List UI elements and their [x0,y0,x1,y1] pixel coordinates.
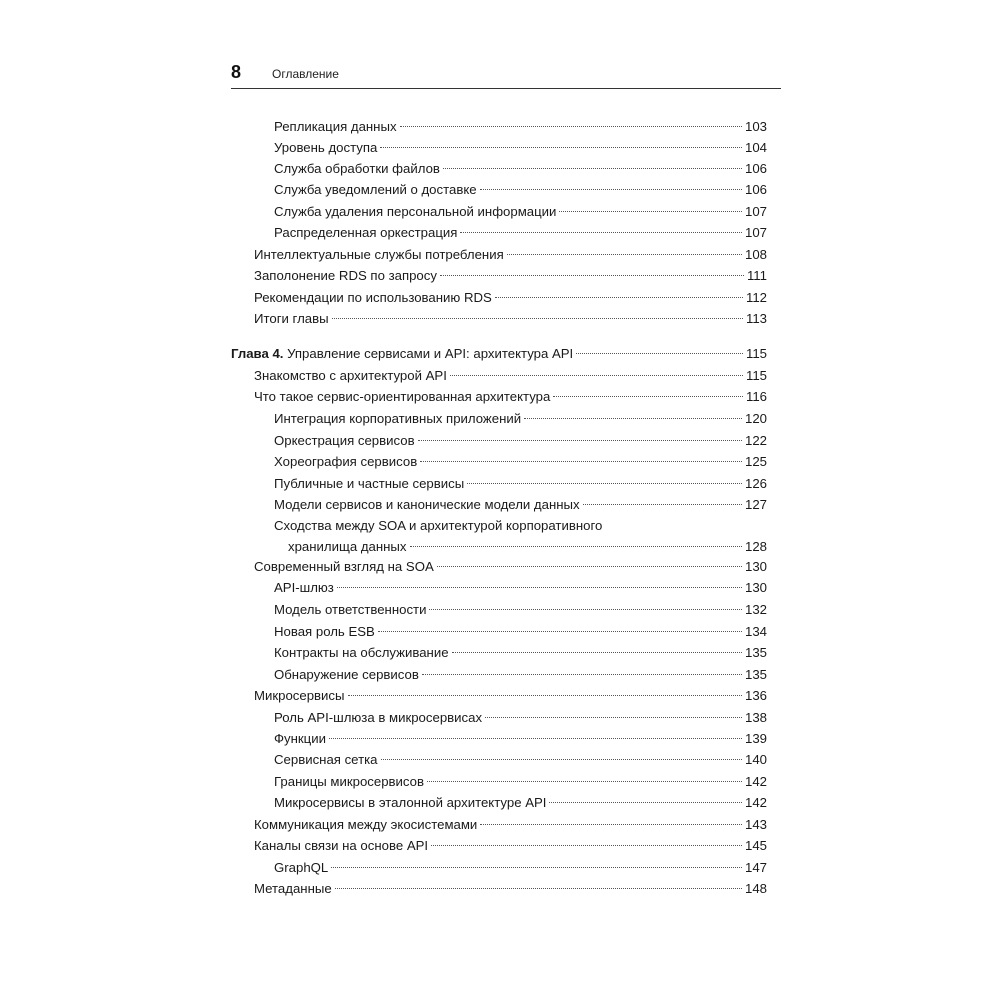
toc-entry-title: Служба уведомлений о доставке [274,182,477,197]
toc-entry [274,431,767,451]
toc-entry [274,409,767,429]
toc-entry [274,495,767,515]
toc-entry-page: 126 [744,476,767,491]
dot-leader [450,375,743,376]
dot-leader [443,168,742,169]
toc-entry [274,180,767,200]
toc-entry-page: 143 [744,817,767,832]
toc-entry [254,266,767,286]
toc-entry-page: 113 [745,311,767,326]
dot-leader [437,566,742,567]
dot-leader [422,674,742,675]
toc-entry-title: Новая роль ESB [274,624,375,639]
toc-entry [274,858,767,878]
toc-entry-page: 130 [744,559,767,574]
toc-entry-page: 108 [744,247,767,262]
dot-leader [410,546,742,547]
dot-leader [485,717,742,718]
toc-entry-title: Модель ответственности [274,602,427,617]
toc-entry-title: Служба обработки файлов [274,161,440,176]
dot-leader [400,126,742,127]
chapter-number: Глава 4. [231,346,284,361]
toc-entry-title: Интеграция корпоративных приложений [274,411,522,426]
toc-entry-page: 128 [744,539,767,554]
toc-entry [274,665,767,685]
toc-entry [254,686,767,706]
toc-entry-page: 138 [744,710,767,725]
running-title: Оглавление [272,67,339,81]
dot-leader [431,845,742,846]
toc-entry-page: 107 [744,225,767,240]
toc-chapter-title [231,344,573,364]
toc-entry-title: Обнаружение сервисов [274,667,419,682]
dot-leader [418,440,742,441]
toc-entry-title: Функции [274,731,326,746]
dot-leader [480,189,742,190]
toc-entry [274,622,767,642]
dot-leader [332,318,743,319]
dot-leader [337,587,742,588]
toc-entry-page: 145 [744,838,767,853]
toc-entry [254,879,767,899]
toc-entry [274,159,767,179]
toc-entry [254,288,767,308]
toc-entry-page: 132 [744,602,767,617]
chapter-title-text: Управление сервисами и API: архитектура API [283,346,574,361]
toc-entry-page: 136 [744,688,767,703]
dot-leader [460,232,742,233]
toc-entry-page: 103 [744,119,767,134]
toc-entry [274,643,767,663]
toc-entry-page: 120 [744,411,767,426]
dot-leader [429,609,742,610]
toc-entry-title: GraphQL [274,860,329,875]
toc-entry-title: Итоги главы [254,311,329,326]
toc-entry-title: Роль API-шлюза в микросервисах [274,710,483,725]
toc-entry-title: Микросервисы [254,688,345,703]
toc-chapter-entry [231,344,767,364]
toc-entry-title: Сервисная сетка [274,752,378,767]
toc-entry [274,729,767,749]
toc-entry-title: Границы микросервисов [274,774,425,789]
toc-entry-title: Хореография сервисов [274,454,418,469]
toc-entry-title: Современный взгляд на SOA [254,559,434,574]
toc-entry-page: 139 [744,731,767,746]
toc-entry-page: 112 [745,290,767,305]
toc-entry-title: Репликация данных [274,119,397,134]
toc-entry-continuation [274,537,767,558]
page-number: 8 [231,62,242,82]
toc-entry [274,793,767,813]
dot-leader [549,802,742,803]
toc-entry-title: Оркестрация сервисов [274,433,415,448]
toc-entry [274,452,767,472]
toc-entry-page: 134 [744,624,767,639]
dot-leader [427,781,742,782]
dot-leader [380,147,742,148]
toc-entry [274,772,767,792]
toc-entry [274,600,767,620]
toc-entry-title: Сходства между SOA и архитектурой корпоративного [274,518,603,533]
toc-entry-page: 106 [744,161,767,176]
toc-entry-title-continued: хранилища данных [288,539,407,554]
dot-leader [420,461,742,462]
toc-entry-page: 122 [744,433,767,448]
toc-entry-title: Публичные и частные сервисы [274,476,465,491]
toc-entry-title: Каналы связи на основе API [254,838,429,853]
dot-leader [329,738,742,739]
toc-entry-page: 111 [746,268,767,283]
toc-entry-page: 106 [744,182,767,197]
toc-entry-title: Коммуникация между экосистемами [254,817,478,832]
toc-entry [274,750,767,770]
dot-leader [381,759,742,760]
dot-leader [524,418,742,419]
toc-entry-title: Что такое сервис-ориентированная архитектура [254,389,551,404]
toc-entry-title: Рекомендации по использованию RDS [254,290,492,305]
dot-leader [480,824,742,825]
toc-entry-title: Уровень доступа [274,140,378,155]
toc-entry [274,138,767,158]
toc-entry-title: Метаданные [254,881,332,896]
dot-leader [467,483,742,484]
toc-entry-page: 115 [745,346,767,361]
dot-leader [495,297,743,298]
dot-leader [583,504,742,505]
toc-entry [274,474,767,494]
toc-entry-title: Заполонение RDS по запросу [254,268,437,283]
toc-entry-page: 115 [745,368,767,383]
toc-entry [274,578,767,598]
toc-entry [274,117,767,137]
toc-entry [274,516,767,558]
toc-entry-page: 135 [744,645,767,660]
toc-entry-page: 147 [744,860,767,875]
toc-entry-page: 140 [744,752,767,767]
dot-leader [576,353,743,354]
toc-entry-page: 104 [744,140,767,155]
toc-entry-page: 135 [744,667,767,682]
toc-entry-title: Микросервисы в эталонной архитектуре API [274,795,547,810]
toc-entry-page: 107 [744,204,767,219]
dot-leader [348,695,742,696]
dot-leader [331,867,742,868]
toc-entry-title: Знакомство с архитектурой API [254,368,447,383]
dot-leader [452,652,742,653]
toc-entry-page: 125 [744,454,767,469]
toc-entry [254,309,767,329]
toc-entry [274,708,767,728]
toc-entry-page: 116 [745,389,767,404]
toc-entry-page: 142 [744,795,767,810]
toc-entry-title: Интеллектуальные службы потребления [254,247,504,262]
toc-entry-title: Распределенная оркестрация [274,225,458,240]
dot-leader [440,275,744,276]
toc-entry-page: 127 [744,497,767,512]
toc-entry-page: 142 [744,774,767,789]
toc-entry-page: 148 [744,881,767,896]
toc-entry [254,815,767,835]
toc-entry-title: Служба удаления персональной информации [274,204,557,219]
toc-entry-page: 130 [744,580,767,595]
toc-entry-title: Модели сервисов и канонические модели данных [274,497,580,512]
toc-entry-title: API-шлюз [274,580,334,595]
dot-leader [378,631,742,632]
toc-entry [274,202,767,222]
dot-leader [559,211,742,212]
dot-leader [335,888,742,889]
toc-entry-title: Контракты на обслуживание [274,645,449,660]
dot-leader [507,254,742,255]
toc-entry [254,557,767,577]
toc-entry [274,223,767,243]
toc-entry [254,387,767,407]
toc-entry [254,366,767,386]
toc-entry [254,245,767,265]
toc-entry [254,836,767,856]
dot-leader [553,396,743,397]
